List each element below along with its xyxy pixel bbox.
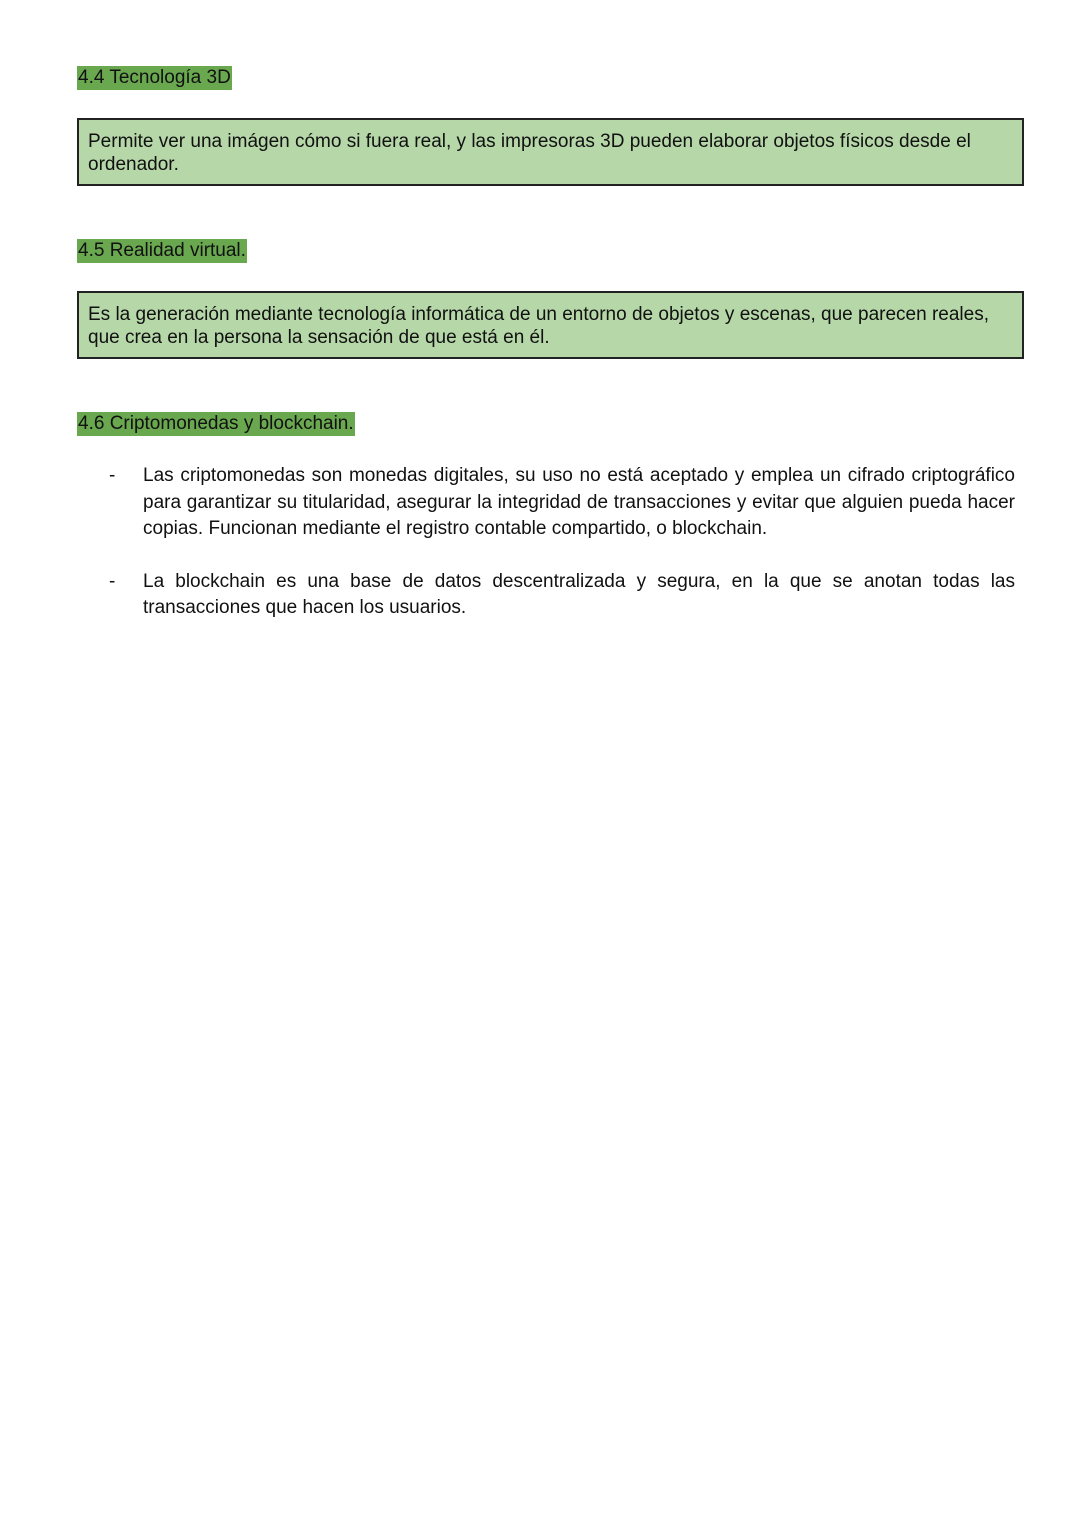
list-item-text: Las criptomonedas son monedas digitales, su uso no está aceptado y emplea un cifrado criptográfico para garantizar su titularidad, asegurar la integridad de transacciones y evitar que alguien pueda hacer copias. Funcionan mediante el registro contable compartido, o blockchain. [143, 465, 1015, 539]
heading-criptomonedas: 4.6 Criptomonedas y blockchain. [78, 413, 354, 434]
definition-box-3d: Permite ver una imágen cómo si fuera real, y las impresoras 3D pueden elaborar objetos físicos desde el ordenador. [77, 118, 1024, 186]
list-item [77, 463, 1015, 543]
bullet-marker: - [109, 465, 116, 486]
bullet-list [77, 463, 1015, 648]
list-item [77, 569, 1015, 622]
definition-box-vr: Es la generación mediante tecnología informática de un entorno de objetos y escenas, que parecen reales, que crea en la persona la sensación de que está en él. [77, 291, 1024, 359]
list-item-text: La blockchain es una base de datos descentralizada y segura, en la que se anotan todas las transacciones que hacen los usuarios. [143, 570, 1015, 618]
heading-realidad-virtual: 4.5 Realidad virtual. [78, 240, 246, 261]
bullet-marker: - [109, 570, 116, 592]
heading-tecnologia-3d: 4.4 Tecnología 3D [78, 67, 231, 88]
